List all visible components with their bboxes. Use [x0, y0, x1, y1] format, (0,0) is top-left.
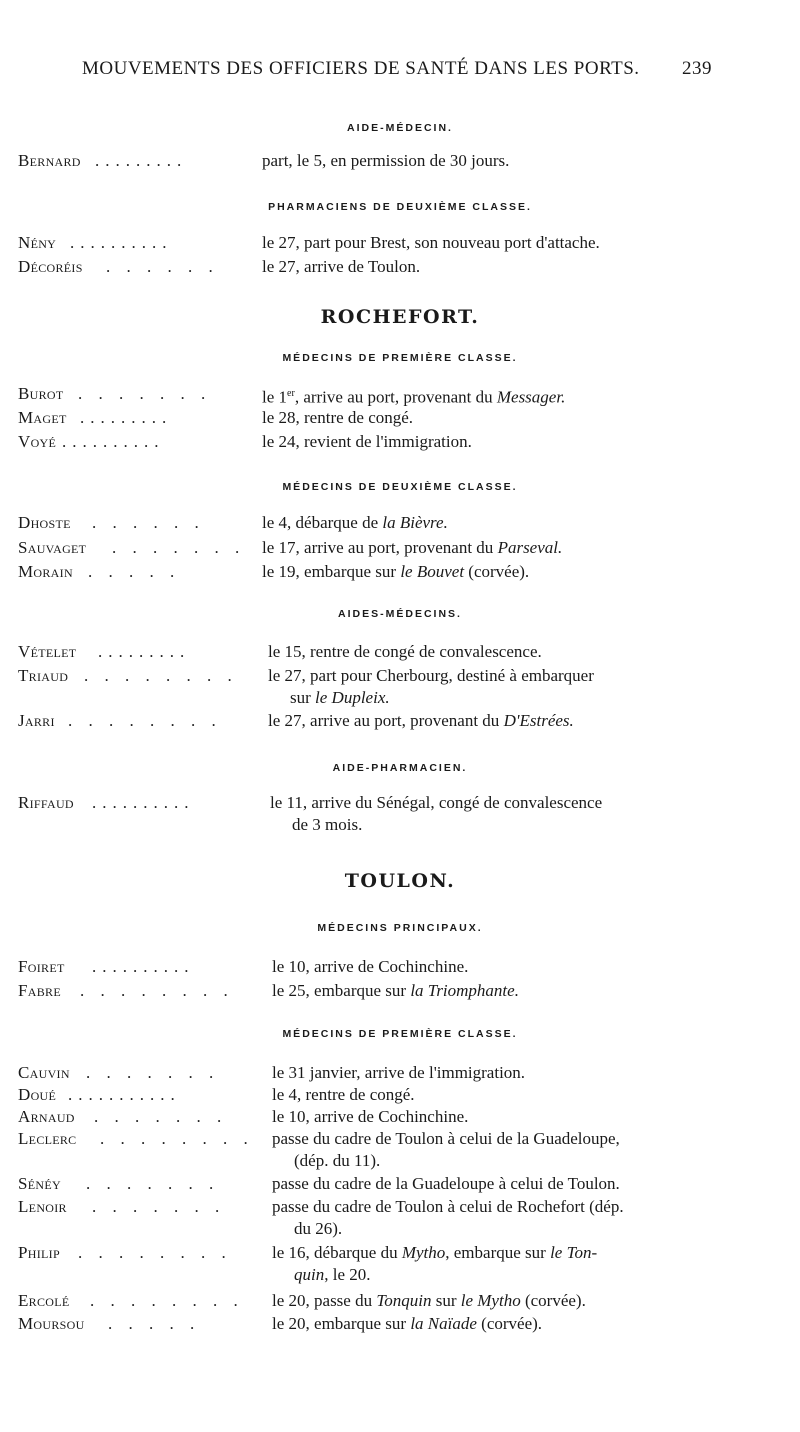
entry-text: passe du cadre de la Guadeloupe à celui de Toulon. [272, 1174, 620, 1193]
dot-leader: . . . . . . [92, 513, 205, 532]
entry-text: le 4, rentre de congé. [272, 1085, 415, 1104]
dot-leader: . . . . . . . [94, 1107, 228, 1126]
entry-text: le 24, revient de l'immigration. [262, 432, 472, 451]
entry-continuation: (dép. du 11). [294, 1151, 381, 1170]
section-heading-medecins-1: MÉDECINS DE PREMIÈRE CLASSE. [282, 352, 518, 364]
officer-name: Voyé [18, 432, 57, 451]
dot-leader: ........... [68, 1085, 181, 1104]
port-heading-rochefort: ROCHEFORT. [320, 306, 480, 328]
dot-leader: . . . . . . [106, 257, 219, 276]
dot-leader: . . . . . . . . [90, 1291, 244, 1310]
dot-leader: .......... [70, 233, 173, 252]
dot-leader: . . . . . [88, 562, 181, 581]
running-title: MOUVEMENTS DES OFFICIERS DE SANTÉ DANS LES PORTS. [82, 58, 640, 79]
dot-leader: . . . . . . . [86, 1174, 220, 1193]
dot-leader: .......... [92, 793, 195, 812]
entry-continuation: sur le Dupleix. [290, 688, 390, 707]
entry-continuation: de 3 mois. [292, 815, 363, 834]
entry-text: le 25, embarque sur la Triomphante. [272, 981, 519, 1000]
officer-name: Moursou [18, 1314, 85, 1333]
officer-name: Burot [18, 384, 64, 403]
entry-text: le 1er, arrive au port, provenant du Messager. [262, 387, 566, 407]
ship-name: D'Estrées. [503, 711, 574, 730]
officer-name: Leclerc [18, 1129, 77, 1148]
entry-text: le 28, rentre de congé. [262, 408, 414, 427]
officer-name: Fabre [18, 981, 61, 1000]
dot-leader: ......... [98, 642, 191, 661]
ship-name: la Bièvre. [382, 513, 448, 532]
dot-leader: . . . . . . . [86, 1063, 220, 1082]
entry-text: le 17, arrive au port, provenant du Parseval. [262, 538, 563, 557]
ship-name: la Naïade [410, 1314, 477, 1333]
officer-name: Triaud [18, 666, 69, 685]
ship-name: Parseval. [497, 538, 563, 557]
officer-name: Jarri [18, 711, 55, 730]
entry-text: le 27, part pour Brest, son nouveau port d'attache. [262, 233, 600, 252]
officer-name: Sauvaget [18, 538, 87, 557]
officer-name: Décoréis [18, 257, 83, 276]
entry-text: le 10, arrive de Cochinchine. [272, 957, 469, 976]
entry-text: le 16, débarque du Mytho, embarque sur le Ton- [272, 1243, 598, 1262]
entry-text: le 10, arrive de Cochinchine. [272, 1107, 469, 1126]
dot-leader: . . . . . . . [112, 538, 246, 557]
dot-leader: . . . . . . . [92, 1197, 226, 1216]
entry-text: part, le 5, en permission de 30 jours. [262, 151, 510, 170]
entry-continuation: quin, le 20. [294, 1265, 371, 1284]
officer-name: Ercolé [18, 1291, 70, 1310]
officer-name: Cauvin [18, 1063, 70, 1082]
dot-leader: . . . . . [108, 1314, 201, 1333]
dot-leader: . . . . . . . . [84, 666, 238, 685]
section-heading-pharmaciens: PHARMACIENS DE DEUXIÈME CLASSE. [268, 201, 532, 213]
dot-leader: .......... [62, 432, 165, 451]
officer-name: Arnaud [18, 1107, 75, 1126]
ship-name: le Bouvet [400, 562, 465, 581]
ship-name: le Dupleix. [315, 688, 390, 707]
section-heading-aide-medecin: AIDE-MÉDECIN. [347, 122, 453, 134]
dot-leader: ......... [80, 408, 173, 427]
ship-name: Tonquin [376, 1291, 432, 1310]
section-heading-medecins-2: MÉDECINS DE DEUXIÈME CLASSE. [282, 481, 518, 493]
entry-text: passe du cadre de Toulon à celui de Rochefort (dép. [272, 1197, 624, 1216]
officer-name: Sénéy [18, 1174, 61, 1193]
entry-text: le 27, arrive au port, provenant du D'Estrées. [268, 711, 574, 730]
ship-name: le Mytho [460, 1291, 521, 1310]
section-heading-aides-medecins: AIDES-MÉDECINS. [338, 608, 462, 620]
ship-name: la Triomphante. [410, 981, 519, 1000]
dot-leader: . . . . . . . . [68, 711, 222, 730]
entry-text: le 20, embarque sur la Naïade (corvée). [272, 1314, 543, 1333]
officer-name: Maget [18, 408, 67, 427]
entry-text: le 27, arrive de Toulon. [262, 257, 421, 276]
entry-text: le 20, passe du Tonquin sur le Mytho (corvée). [272, 1291, 586, 1310]
officer-name: Morain [18, 562, 73, 581]
entry-text: le 19, embarque sur le Bouvet (corvée). [262, 562, 530, 581]
entry-text: le 4, débarque de la Bièvre. [262, 513, 448, 532]
dot-leader: . . . . . . . . [80, 981, 234, 1000]
officer-name: Lenoir [18, 1197, 67, 1216]
running-head [82, 58, 712, 80]
port-heading-toulon: TOULON. [344, 870, 456, 892]
officer-name: Foiret [18, 957, 65, 976]
officer-name: Riffaud [18, 793, 74, 812]
entry-text: le 11, arrive du Sénégal, congé de convalescence [270, 793, 603, 812]
entry-text: passe du cadre de Toulon à celui de la Guadeloupe, [272, 1129, 620, 1148]
officer-name: Doué [18, 1085, 57, 1104]
officer-name: Nény [18, 233, 57, 252]
officer-name: Dhoste [18, 513, 71, 532]
section-heading-medecins-principaux: MÉDECINS PRINCIPAUX. [317, 922, 483, 934]
officer-name: Philip [18, 1243, 60, 1262]
dot-leader: . . . . . . . . [78, 1243, 232, 1262]
section-heading-aide-pharmacien: AIDE-PHARMACIEN. [332, 762, 468, 774]
dot-leader: . . . . . . . [78, 384, 212, 403]
entry-continuation: du 26). [294, 1219, 343, 1238]
dot-leader: .......... [92, 957, 195, 976]
entry-text: le 31 janvier, arrive de l'immigration. [272, 1063, 526, 1082]
officer-name: Vételet [18, 642, 77, 661]
entry-text: le 27, part pour Cherbourg, destiné à embarquer [268, 666, 594, 685]
section-heading-medecins-1-toulon: MÉDECINS DE PREMIÈRE CLASSE. [282, 1028, 518, 1040]
ship-name: Messager. [496, 387, 566, 407]
officer-name: Bernard [18, 151, 81, 170]
dot-leader: . . . . . . . . [100, 1129, 254, 1148]
dot-leader: ......... [95, 151, 188, 170]
ship-name: quin [294, 1265, 325, 1284]
page-number: 239 [682, 58, 712, 79]
ship-name: Mytho [401, 1243, 446, 1262]
ship-name: le Ton- [550, 1243, 598, 1262]
entry-text: le 15, rentre de congé de convalescence. [268, 642, 542, 661]
